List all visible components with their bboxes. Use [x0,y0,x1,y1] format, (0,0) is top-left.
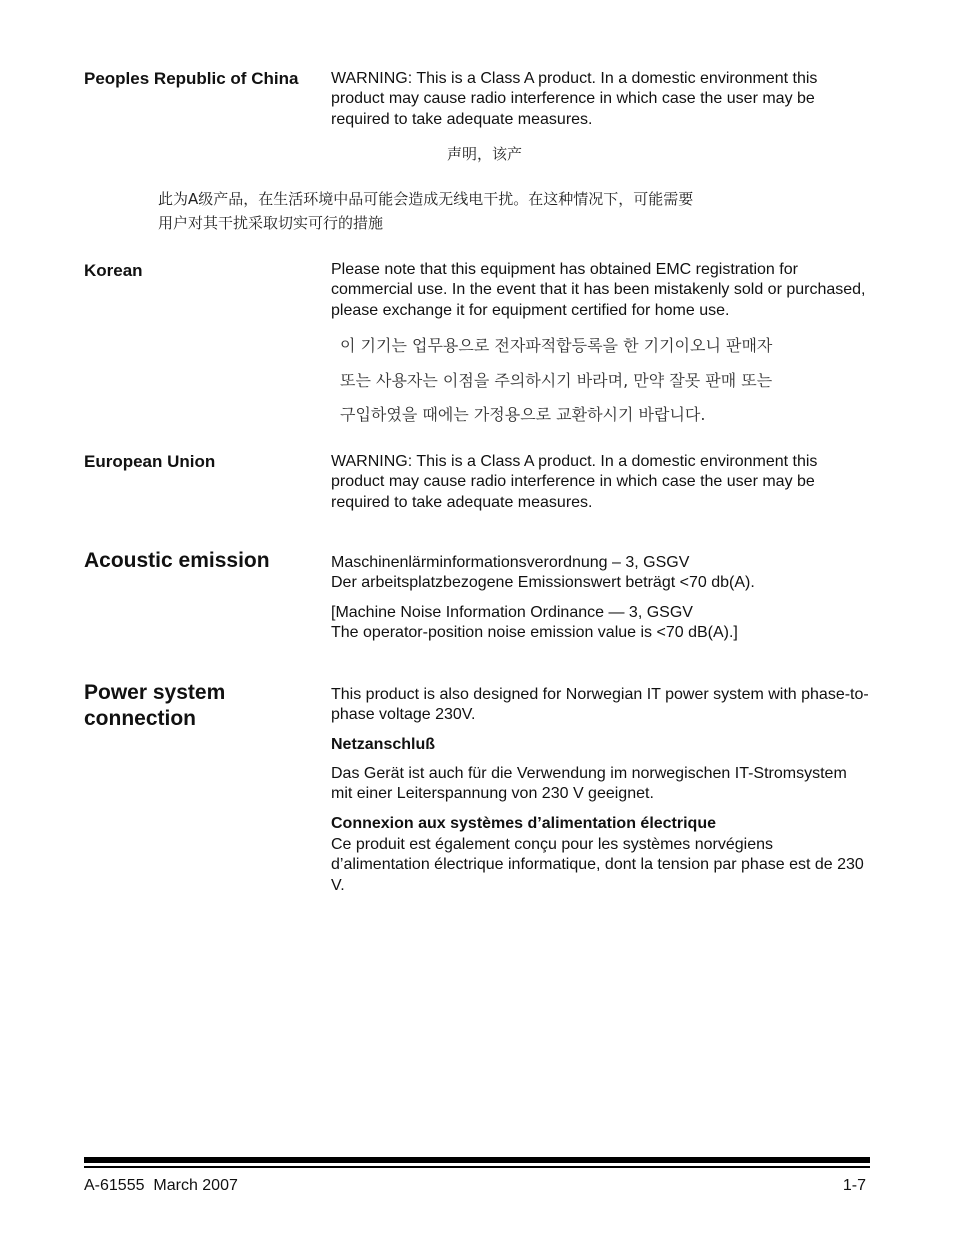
korean-line1: 이 기기는 업무용으로 전자파적합등록을 한 기기이오니 판매자 [340,336,773,355]
china-cjk-title: 声明，该产 [447,145,523,163]
power-german-title: Netzanschluß [331,736,436,753]
power-heading: Power system connection [84,681,226,730]
china-cjk-line2: 用户对其干扰采取切实可行的措施 [158,214,384,232]
china-cjk-line1: 此为A级产品，在生活环境中品可能会造成无线电干扰。在这种情况下，可能需要 [158,190,694,208]
korean-line3: 구입하였을 때에는 가정용으로 교환하시기 바랍니다. [340,405,706,424]
china-warning: WARNING: This is a Class A product. In a domestic environment this product may cause radio interference in which case the user may be required to take adequate measures. [331,70,818,128]
power-french-title: Connexion aux systèmes d’alimentation électrique [331,815,716,832]
power-french-text: Ce produit est également conçu pour les systèmes norvégiens d’alimentation électrique informatique, dont la tension par phase est de 230 V. [331,836,864,894]
china-heading: Peoples Republic of China [84,69,299,88]
korean-line2: 또는 사용자는 이점을 주의하시기 바라며, 만약 잘못 판매 또는 [340,371,773,390]
footer-document-id: A-61555 March 2007 [84,1177,238,1194]
acoustic-german: Maschinenlärminformationsverordnung – 3, GSGV Der arbeitsplatzbezogene Emissionswert beträgt <70 db(A). [331,554,755,592]
acoustic-english: [Machine Noise Information Ordinance — 3, GSGV The operator-position noise emission value is <70 dB(A).] [331,604,738,642]
korean-heading: Korean [84,261,143,280]
eu-warning: WARNING: This is a Class A product. In a domestic environment this product may cause radio interference in which case the user may be required to take adequate measures. [331,453,818,511]
acoustic-heading: Acoustic emission [84,549,270,572]
footer-rule-thick [84,1157,870,1163]
eu-heading: European Union [84,452,216,471]
korean-note: Please note that this equipment has obtained EMC registration for commercial use. In the event that it has been mistakenly sold or purchased, please exchange it for equipment certified for home use. [331,261,866,319]
power-german-text: Das Gerät ist auch für die Verwendung im norwegischen IT-Stromsystem mit einer Leiterspannung von 230 V geeignet. [331,765,847,803]
footer-page-number: 1-7 [842,1177,866,1194]
footer-rule-thin [84,1166,870,1168]
power-intro: This product is also designed for Norwegian IT power system with phase-to-phase voltage 230V. [331,686,869,724]
